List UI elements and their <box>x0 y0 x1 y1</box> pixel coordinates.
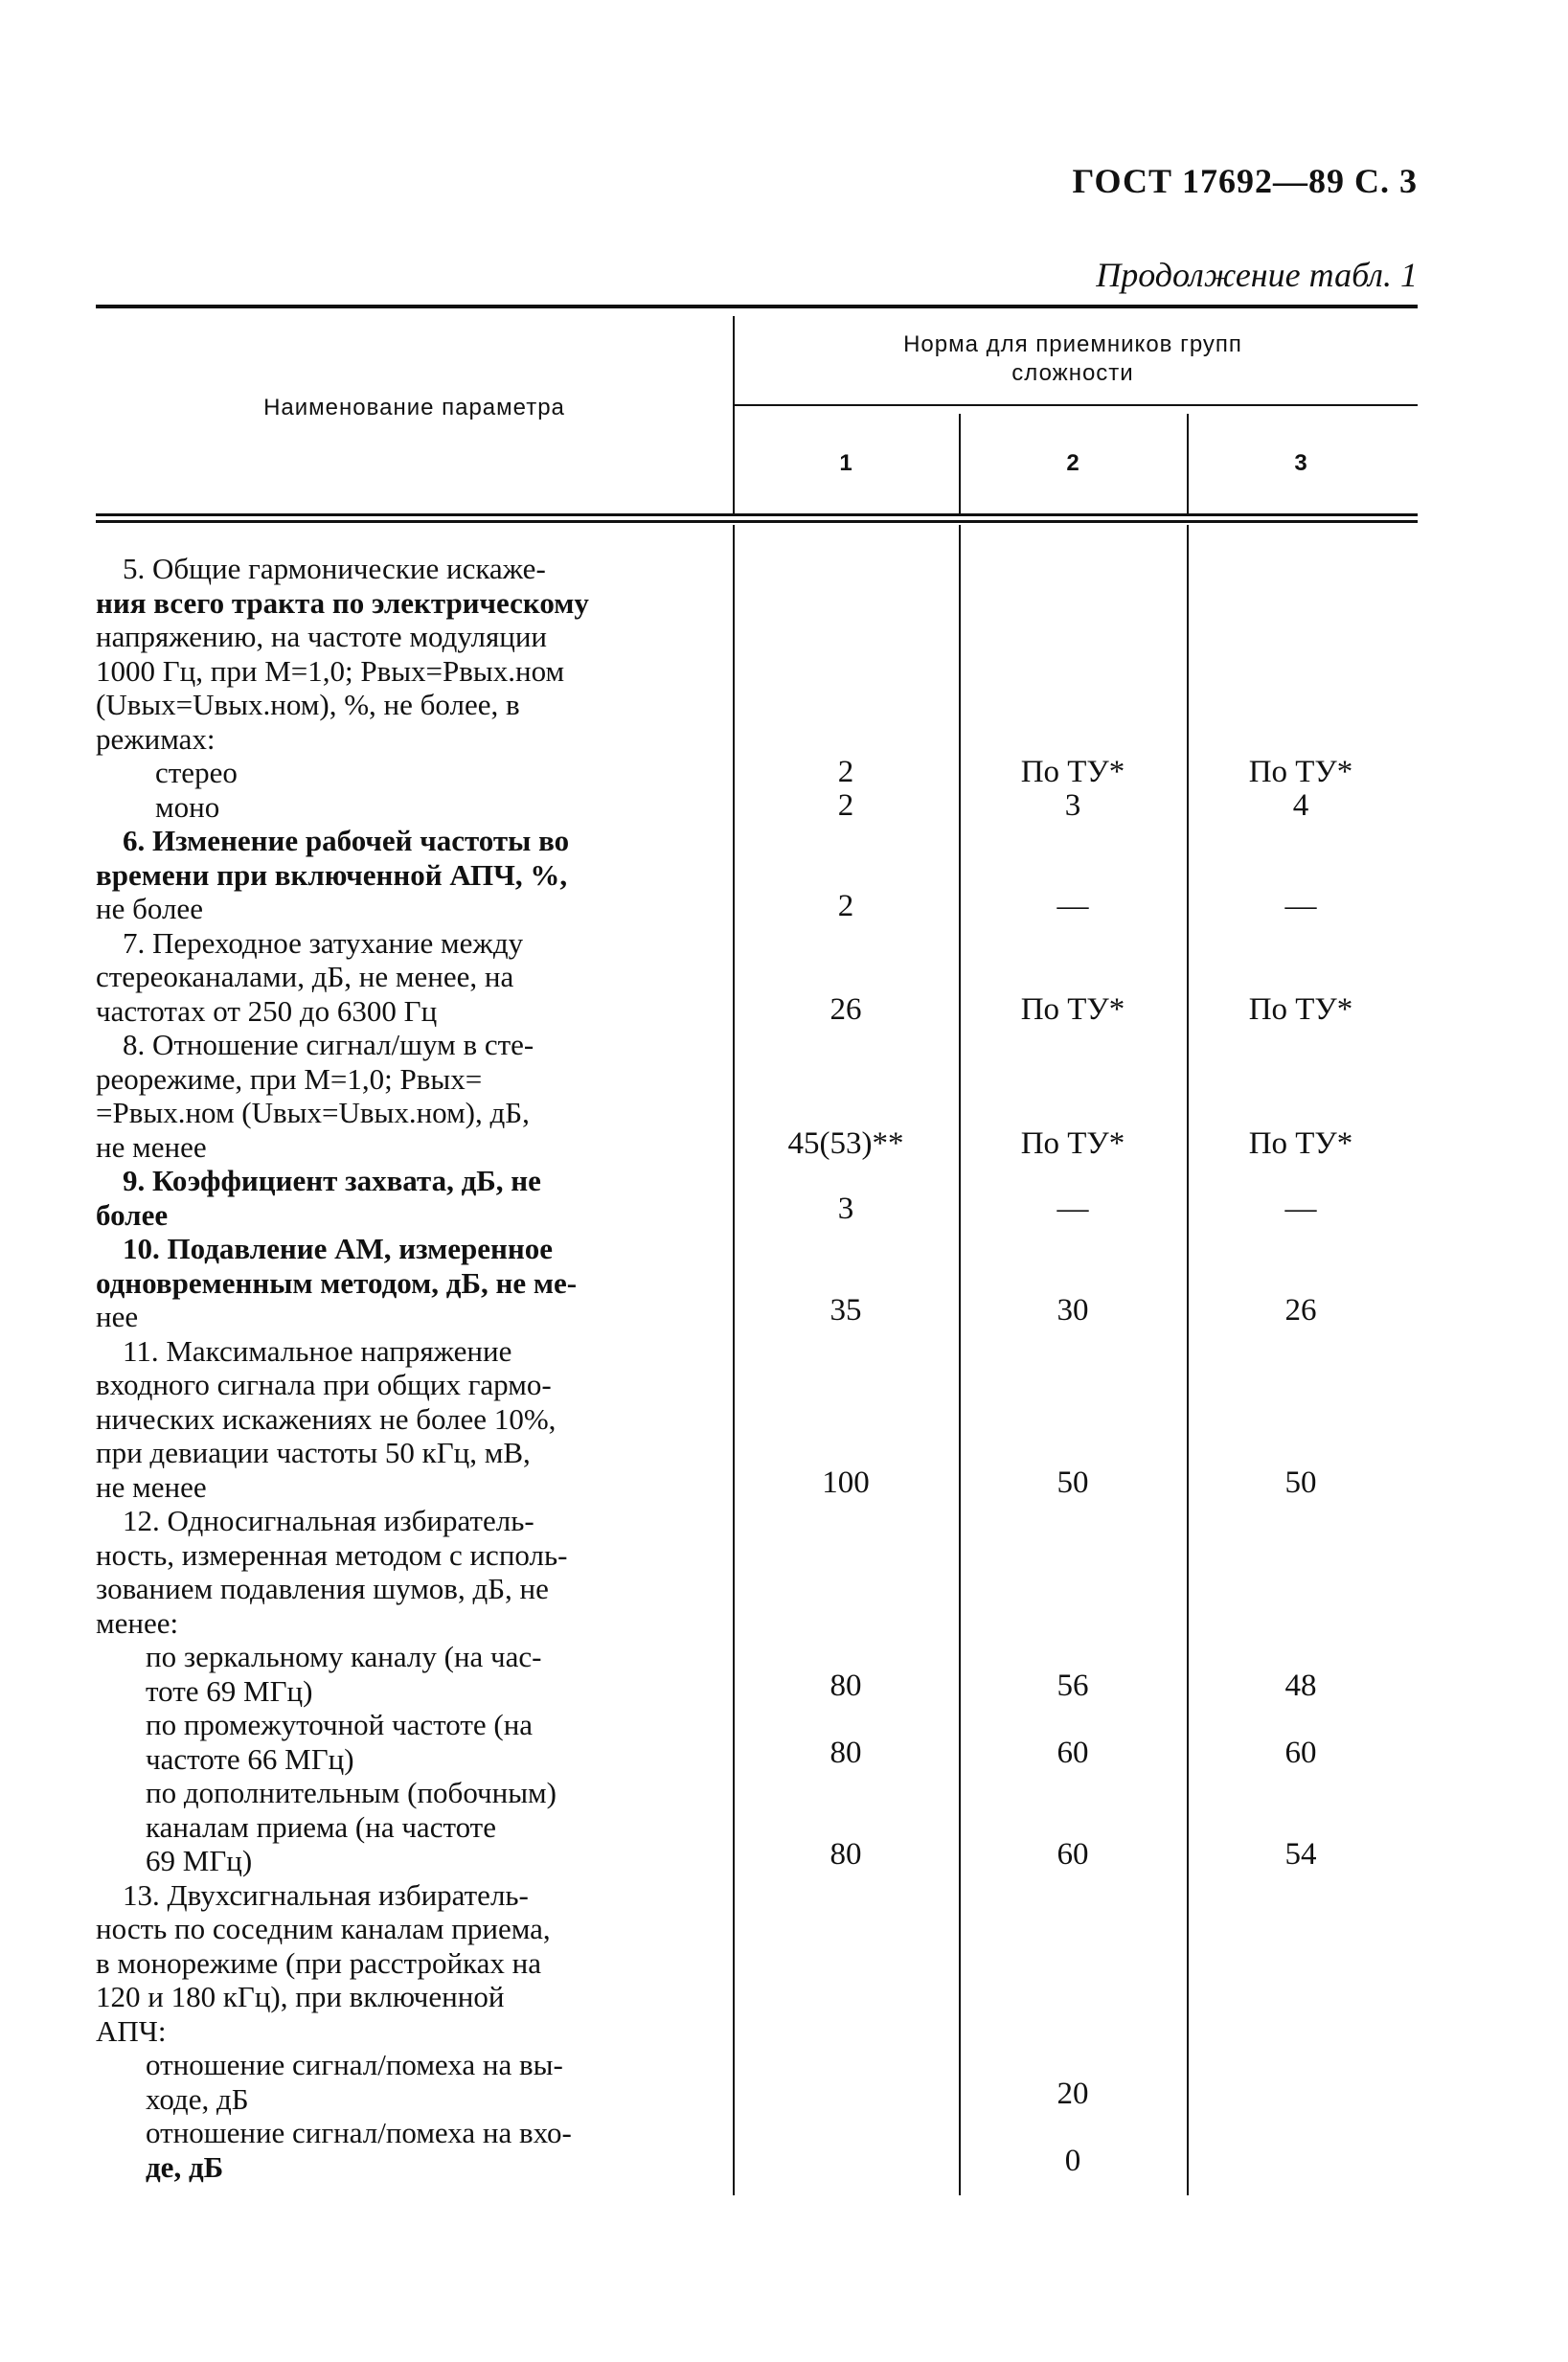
value-p12a-group-2: 56 <box>1057 1669 1089 1703</box>
param-11-line-1: 11. Максимальное напряжение <box>123 1333 512 1368</box>
param-12a-line-2: тоте 69 МГц) <box>146 1673 313 1708</box>
param-9-line-2: более <box>96 1197 169 1232</box>
param-11-line-3: нических искажениях не более 10%, <box>96 1401 557 1436</box>
value-p12b-group-1: 80 <box>829 1736 862 1770</box>
value-p10-group-2: 30 <box>1057 1293 1089 1328</box>
param-6-line-3: не более <box>96 892 203 925</box>
param-13-line-2: ность по соседним каналам приема, <box>96 1912 551 1945</box>
value-stereo-group-2: По ТУ* <box>1020 755 1125 789</box>
param-12b-line-2: частоте 66 МГц) <box>146 1741 354 1776</box>
param-13a-line-2: ходе, дБ <box>146 2081 249 2116</box>
column-divider-param <box>733 316 735 513</box>
param-7-line-3: частотах от 250 до 6300 Гц <box>96 993 438 1028</box>
param-13a-line-1: отношение сигнал/помеха на вы- <box>146 2048 563 2081</box>
value-p7-group-2: По ТУ* <box>1020 992 1125 1027</box>
value-p6-group-3: — <box>1284 889 1317 923</box>
param-10-line-2: одновременным методом, дБ, не ме- <box>96 1265 578 1300</box>
param-7-line-2: стереоканалами, дБ, не менее, на <box>96 960 514 993</box>
value-p13b-group-2: 0 <box>1064 2144 1081 2178</box>
header-parameter-name: Наименование параметра <box>263 395 565 420</box>
param-5-line-5: (Uвых=Uвых.ном), %, не более, в <box>96 688 520 721</box>
param-12-line-2: ность, измеренная методом с исполь- <box>96 1537 568 1572</box>
value-p12b-group-3: 60 <box>1284 1736 1317 1770</box>
norm-header-rule <box>735 404 1418 406</box>
param-8-line-2: реорежиме, при M=1,0; Pвых= <box>96 1061 483 1096</box>
value-p8-group-1: 45(53)** <box>787 1126 904 1161</box>
param-12-line-3: зованием подавления шумов, дБ, не <box>96 1572 549 1605</box>
param-13b-line-1: отношение сигнал/помеха на вхо- <box>146 2116 572 2149</box>
value-p9-group-3: — <box>1284 1192 1317 1226</box>
param-12b-line-1: по промежуточной частоте (на <box>146 1708 534 1741</box>
param-6-line-2: времени при включенной АПЧ, %, <box>96 857 568 892</box>
value-p6-group-1: 2 <box>837 889 854 923</box>
value-stereo-group-1: 2 <box>837 755 854 789</box>
value-p7-group-3: По ТУ* <box>1248 992 1353 1027</box>
param-5-mono: моно <box>155 789 220 824</box>
param-12c-line-3: 69 МГц) <box>146 1844 253 1877</box>
param-5-stereo: стерео <box>155 756 238 789</box>
value-p12b-group-2: 60 <box>1057 1736 1089 1770</box>
param-7-line-1: 7. Переходное затухание между <box>123 925 524 960</box>
param-13-line-3: в монорежиме (при расстройках на <box>96 1945 541 1980</box>
param-12-line-4: менее: <box>96 1605 179 1640</box>
page-header-standard: ГОСТ 17692—89 С. 3 <box>1072 162 1418 200</box>
param-8-line-4: не менее <box>96 1129 207 1164</box>
value-p11-group-2: 50 <box>1057 1465 1089 1500</box>
header-double-rule-top <box>96 513 1418 516</box>
value-p10-group-1: 35 <box>829 1293 862 1328</box>
header-double-rule-bottom <box>96 520 1418 523</box>
param-5-line-4: 1000 Гц, при M=1,0; Pвых=Pвых.ном <box>96 653 565 688</box>
value-p13a-group-2: 20 <box>1057 2077 1089 2111</box>
header-group-3: 3 <box>1294 450 1307 476</box>
param-10-line-3: нее <box>96 1300 139 1333</box>
param-8-line-1: 8. Отношение сигнал/шум в сте- <box>123 1028 534 1061</box>
param-6-line-1: 6. Изменение рабочей частоты во <box>123 824 570 857</box>
parameter-text-column <box>96 552 704 2184</box>
header-norm-title: Норма для приемников групп сложности <box>903 331 1242 386</box>
value-p9-group-2: — <box>1057 1192 1089 1226</box>
param-11-line-2: входного сигнала при общих гармо- <box>96 1368 552 1401</box>
param-10-line-1: 10. Подавление АМ, измеренное <box>123 1232 554 1265</box>
value-mono-group-1: 2 <box>837 788 854 823</box>
param-13-line-5: АПЧ: <box>96 2013 167 2048</box>
value-p12a-group-1: 80 <box>829 1669 862 1703</box>
value-p10-group-3: 26 <box>1284 1293 1317 1328</box>
param-11-line-5: не менее <box>96 1469 207 1504</box>
table-continuation-label: Продолжение табл. 1 <box>1096 256 1418 294</box>
value-p8-group-3: По ТУ* <box>1248 1126 1353 1161</box>
param-9-line-1: 9. Коэффициент захвата, дБ, не <box>123 1164 541 1197</box>
value-mono-group-2: 3 <box>1064 788 1081 823</box>
value-p7-group-1: 26 <box>829 992 862 1027</box>
value-p11-group-3: 50 <box>1284 1465 1317 1500</box>
param-5-line-6: режимах: <box>96 721 216 756</box>
param-5-line-2: ния всего тракта по электрическому <box>96 585 589 620</box>
header-group-1: 1 <box>839 450 852 476</box>
param-12a-line-1: по зеркальному каналу (на час- <box>146 1640 542 1673</box>
value-p12c-group-3: 54 <box>1284 1837 1317 1872</box>
param-13-line-1: 13. Двухсигнальная избиратель- <box>123 1877 529 1912</box>
param-11-line-4: при девиации частоты 50 кГц, мВ, <box>96 1436 531 1469</box>
value-p9-group-1: 3 <box>837 1192 854 1226</box>
param-12-line-1: 12. Односигнальная избиратель- <box>123 1504 534 1537</box>
value-p6-group-2: — <box>1057 889 1089 923</box>
param-13b-line-2: де, дБ <box>146 2149 224 2184</box>
param-12c-line-1: по дополнительным (побочным) <box>146 1776 557 1809</box>
param-8-line-3: =Pвых.ном (Uвых=Uвых.ном), дБ, <box>96 1096 530 1129</box>
value-p8-group-2: По ТУ* <box>1020 1126 1125 1161</box>
value-p11-group-1: 100 <box>822 1465 870 1500</box>
value-p12a-group-3: 48 <box>1284 1669 1317 1703</box>
value-stereo-group-3: По ТУ* <box>1248 755 1353 789</box>
table-top-rule <box>96 305 1418 308</box>
param-5-line-1: 5. Общие гармонические искаже- <box>123 552 546 585</box>
value-p12c-group-2: 60 <box>1057 1837 1089 1872</box>
value-mono-group-3: 4 <box>1292 788 1309 823</box>
value-p12c-group-1: 80 <box>829 1837 862 1872</box>
param-5-line-3: напряжению, на частоте модуляции <box>96 620 548 653</box>
header-group-2: 2 <box>1066 450 1079 476</box>
param-12c-line-2: каналам приема (на частоте <box>146 1809 496 1844</box>
param-13-line-4: 120 и 180 кГц), при включенной <box>96 1980 505 2013</box>
